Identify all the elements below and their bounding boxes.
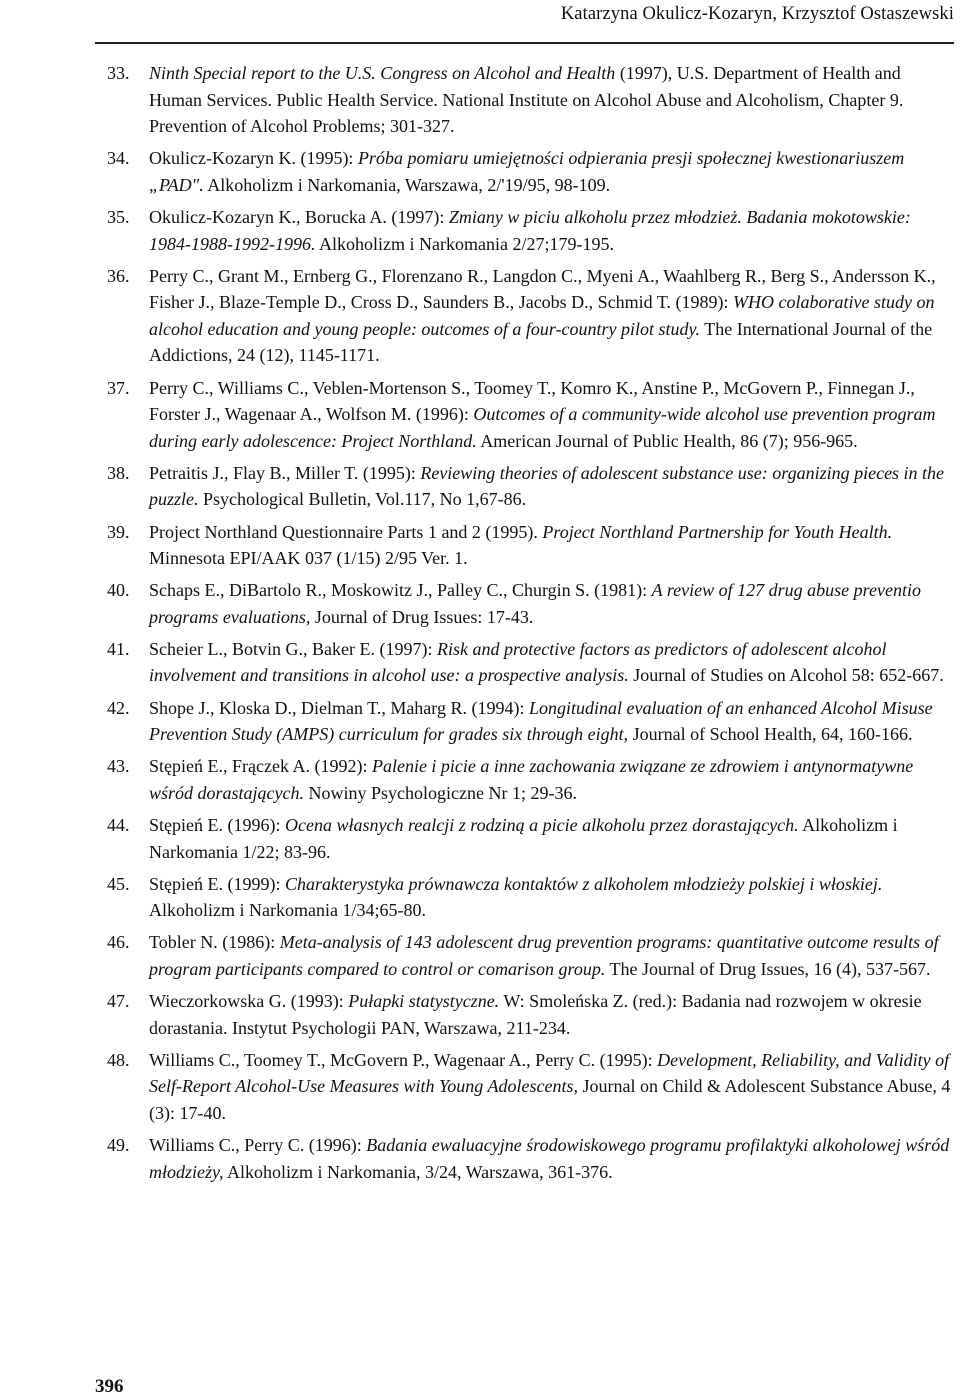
reference-title: Charakterystyka prównawcza kontaktów z alkoholem młodzieży polskiej i włoskiej. bbox=[284, 873, 883, 894]
header-rule bbox=[95, 42, 954, 44]
reference-segment: Williams C., Toomey T., McGovern P., Wagenaar A., Perry C. (1995): bbox=[149, 1049, 658, 1070]
reference-number: 41. bbox=[107, 638, 130, 659]
reference-item bbox=[95, 60, 957, 140]
reference-item bbox=[95, 753, 957, 806]
reference-text bbox=[149, 580, 921, 627]
reference-segment: Perry C., Grant M., Ernberg G., Florenzano R., Langdon C., Myeni A., Waahlberg R., Berg S., Andersson K., Fisher J., Blaze-Temple D., Cross D., Saunders B., Jacobs D., Schmid T. (1989): bbox=[149, 265, 936, 313]
reference-segment: Scheier L., Botvin G., Baker E. (1997): bbox=[149, 638, 437, 659]
reference-segment: Psychological Bulletin, Vol.117, No 1,67-86. bbox=[198, 489, 527, 510]
reference-title: Pułapki statystyczne. bbox=[348, 991, 500, 1011]
page-number: 396 bbox=[95, 1376, 124, 1397]
reference-list bbox=[95, 60, 957, 1191]
reference-segment: Okulicz-Kozaryn K. (1995): bbox=[149, 148, 358, 169]
reference-item bbox=[95, 929, 957, 982]
reference-title: WHO colaborative study on alcohol education and young people: outcomes of a four-country pilot study. bbox=[149, 292, 935, 339]
reference-text bbox=[149, 698, 933, 745]
reference-text bbox=[149, 932, 939, 979]
reference-segment: (1997), U.S. Department of Health and Human Services. Public Health Service. National Institute on Alcohol Abuse and Alcoholism, Chapter 9. Prevention of Alcohol Problems; 301-327. bbox=[149, 63, 904, 137]
reference-text bbox=[149, 815, 898, 862]
reference-number: 34. bbox=[107, 148, 130, 169]
reference-title: Próba pomiaru umiejętności odpierania presji społecznej kwestionariuszem „PAD". bbox=[149, 148, 905, 195]
reference-item bbox=[95, 1047, 957, 1127]
reference-text bbox=[149, 1135, 949, 1182]
reference-title: A review of 127 drug abuse preventio programs evaluations, bbox=[149, 580, 921, 627]
reference-segment: The Journal of Drug Issues, 16 (4), 537-567. bbox=[605, 958, 931, 979]
reference-text bbox=[149, 991, 922, 1038]
reference-item bbox=[95, 636, 957, 689]
reference-segment: Journal of Studies on Alcohol 58: 652-667. bbox=[628, 665, 944, 686]
reference-title: Ninth Special report to the U.S. Congress on Alcohol and Health bbox=[149, 63, 616, 83]
reference-number: 36. bbox=[107, 265, 130, 286]
reference-item bbox=[95, 263, 957, 369]
reference-text bbox=[149, 266, 936, 366]
reference-item bbox=[95, 988, 957, 1041]
reference-segment: Alkoholizm i Narkomania 1/34;65-80. bbox=[149, 900, 426, 921]
reference-segment: Williams C., Perry C. (1996): bbox=[149, 1134, 367, 1155]
reference-segment: Alkoholizm i Narkomania, 3/24, Warszawa, 361-376. bbox=[223, 1161, 613, 1182]
reference-title: Outcomes of a community-wide alcohol use prevention program during early adolescence: Project Northland. bbox=[149, 404, 936, 451]
reference-number: 35. bbox=[107, 206, 130, 227]
reference-number: 43. bbox=[107, 756, 130, 777]
reference-number: 46. bbox=[107, 932, 130, 953]
reference-text bbox=[149, 207, 911, 254]
reference-segment: Journal on Child & Adolescent Substance Abuse, 4 (3): 17-40. bbox=[149, 1076, 951, 1123]
reference-item bbox=[95, 460, 957, 513]
reference-number: 39. bbox=[107, 521, 130, 542]
reference-text bbox=[149, 874, 882, 921]
reference-segment: Wieczorkowska G. (1993): bbox=[149, 991, 349, 1011]
reference-number: 33. bbox=[107, 63, 130, 83]
reference-segment: Alkoholizm i Narkomania 1/22; 83-96. bbox=[149, 814, 898, 862]
reference-segment: The International Journal of the Addictions, 24 (12), 1145-1171. bbox=[149, 318, 933, 366]
reference-item bbox=[95, 145, 957, 198]
reference-segment: Shope J., Kloska D., Dielman T., Maharg R. (1994): bbox=[149, 697, 529, 718]
reference-item bbox=[95, 204, 957, 257]
reference-title: Project Northland Partnership for Youth Health. bbox=[542, 521, 893, 542]
reference-text bbox=[149, 463, 944, 510]
reference-title: Reviewing theories of adolescent substance use: organizing pieces in the puzzle. bbox=[149, 462, 945, 510]
reference-segment: Project Northland Questionnaire Parts 1 and 2 (1995). bbox=[149, 521, 543, 542]
reference-item bbox=[95, 1132, 957, 1185]
reference-segment: Stępień E. (1999): bbox=[149, 873, 285, 894]
reference-text bbox=[149, 63, 903, 136]
reference-segment: Tobler N. (1986): bbox=[149, 932, 280, 953]
reference-title: Longitudinal evaluation of an enhanced Alcohol Misuse Prevention Study (AMPS) curriculum for grades six through eight, bbox=[149, 697, 933, 745]
reference-text bbox=[149, 639, 944, 686]
reference-number: 49. bbox=[107, 1134, 130, 1155]
reference-segment: Perry C., Williams C., Veblen-Mortenson S., Toomey T., Komro K., Anstine P., McGovern P., Finnegan J., Forster J., Wagenaar A., Wolfson M. (1996): bbox=[149, 377, 915, 425]
reference-segment: Schaps E., DiBartolo R., Moskowitz J., Palley C., Churgin S. (1981): bbox=[149, 580, 652, 601]
reference-title: Risk and protective factors as predictors of adolescent alcohol involvement and transitions in alcohol use: a prospective analysis. bbox=[149, 638, 887, 686]
reference-segment: Okulicz-Kozaryn K., Borucka A. (1997): bbox=[149, 206, 449, 227]
reference-segment: Stępień E., Frączek A. (1992): bbox=[149, 756, 372, 777]
reference-text bbox=[149, 522, 892, 569]
reference-title: Development, Reliability, and Validity of Self-Report Alcohol-Use Measures with Young Adolescents, bbox=[149, 1049, 950, 1097]
reference-number: 48. bbox=[107, 1049, 130, 1070]
reference-item bbox=[95, 871, 957, 924]
reference-number: 44. bbox=[107, 814, 130, 835]
reference-item bbox=[95, 577, 957, 630]
reference-item bbox=[95, 519, 957, 572]
reference-text bbox=[149, 378, 936, 451]
reference-item bbox=[95, 812, 957, 865]
reference-segment: Alkoholizm i Narkomania 2/27;179-195. bbox=[315, 233, 614, 254]
reference-segment: Minnesota EPI/AAK 037 (1/15) 2/95 Ver. 1. bbox=[149, 548, 468, 569]
reference-title: Meta-analysis of 143 adolescent drug prevention programs: quantitative outcome results of program participants compared to control or comarison group. bbox=[149, 932, 939, 979]
reference-title: Ocena własnych realcji z rodziną a picie alkoholu przez dorastających. bbox=[284, 814, 799, 835]
reference-segment: W: Smoleńska Z. (red.): Badania nad rozwojem w okresie dorastania. Instytut Psychologii PAN, Warszawa, 211-234. bbox=[149, 991, 922, 1038]
reference-segment: Journal of Drug Issues: 17-43. bbox=[310, 606, 534, 627]
reference-segment: Journal of School Health, 64, 160-166. bbox=[628, 724, 913, 745]
reference-number: 40. bbox=[107, 580, 130, 601]
reference-number: 45. bbox=[107, 873, 130, 894]
reference-item bbox=[95, 375, 957, 455]
running-header: Katarzyna Okulicz-Kozaryn, Krzysztof Ostaszewski bbox=[560, 4, 954, 24]
reference-title: Badania ewaluacyjne środowiskowego programu profilaktyki alkoholowej wśród młodzieży, bbox=[149, 1134, 950, 1182]
reference-segment: Alkoholizm i Narkomania, Warszawa, 2/'19/95, 98-109. bbox=[203, 174, 611, 195]
reference-text bbox=[149, 756, 913, 803]
reference-number: 37. bbox=[107, 377, 130, 398]
reference-text bbox=[149, 1050, 950, 1123]
reference-segment: Nowiny Psychologiczne Nr 1; 29-36. bbox=[304, 782, 577, 803]
reference-number: 47. bbox=[107, 991, 130, 1011]
reference-text bbox=[149, 148, 904, 195]
reference-segment: Petraitis J., Flay B., Miller T. (1995): bbox=[149, 462, 421, 483]
reference-title: Palenie i picie a inne zachowania związane ze zdrowiem i antynormatywne wśród dorastających. bbox=[149, 756, 914, 803]
reference-number: 38. bbox=[107, 462, 130, 483]
reference-segment: Stępień E. (1996): bbox=[149, 814, 285, 835]
reference-title: Zmiany w piciu alkoholu przez młodzież. Badania mokotowskie: 1984-1988-1992-1996. bbox=[149, 206, 911, 254]
reference-item bbox=[95, 695, 957, 748]
reference-number: 42. bbox=[107, 697, 130, 718]
reference-segment: American Journal of Public Health, 86 (7); 956-965. bbox=[476, 430, 858, 451]
